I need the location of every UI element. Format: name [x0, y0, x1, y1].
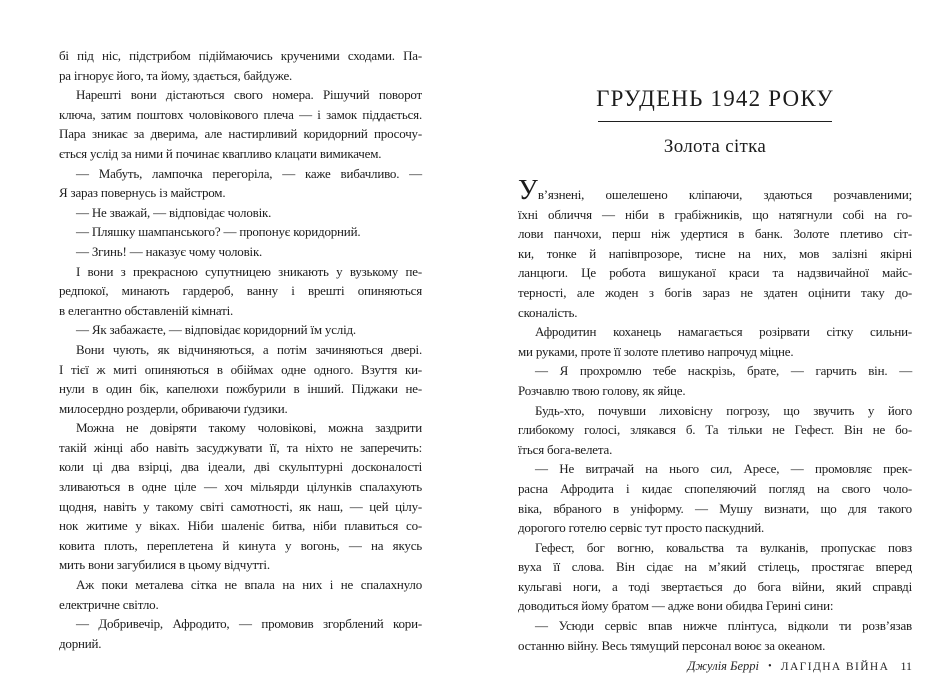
text-line: бі під ніс, підстрибом підіймаючись крученими сходами. Па-: [59, 48, 422, 63]
paragraph: [59, 164, 422, 203]
paragraph: [59, 320, 422, 340]
paragraph: [59, 242, 422, 262]
page-left: [59, 46, 422, 653]
text-line: — Як забажаєте, — відповідає коридорний їм услід.: [76, 322, 356, 338]
paragraph: [518, 175, 912, 322]
paragraph: [518, 322, 912, 361]
text-line: мить вони загубилися в цьому відчутті.: [59, 557, 270, 573]
text-line: віка, вбраного в уніформу. — Мушу визнати, що для такого: [518, 500, 912, 516]
paragraph: [59, 203, 422, 223]
text-line: в елегантно обставленій кімнаті.: [59, 302, 234, 318]
paragraph: [518, 616, 912, 655]
paragraph: [518, 361, 912, 400]
paragraph: [518, 459, 912, 537]
text-line: — Мабуть, лампочка перегоріла, — каже вибачливо. —: [76, 165, 422, 181]
text-line: Нарешті вони дістаються свого номера. Рішучий поворот: [76, 87, 422, 103]
text-line: ковита плоть, переплетена й кинута у вогонь, — на якусь: [59, 537, 422, 553]
text-line: ки, тонке й напівпрозоре, тисне на них, мов залізні якірні: [518, 245, 912, 261]
paragraph: [59, 614, 422, 653]
text-line: милосердно роздерли, обриваючи ґудзики.: [59, 400, 288, 416]
text-line: — Пляшку шампанського? — пропонує коридорний.: [76, 224, 361, 240]
text-line: Пара зникає за дверима, але настирливий коридорний просочу-: [59, 126, 422, 142]
footer-book-title: ЛАГІДНА ВІЙНА: [780, 661, 890, 673]
text-line: Аж поки металева сітка не впала на них і не спалахнуло: [76, 577, 422, 593]
paragraph: [59, 222, 422, 242]
text-line: Розчавлю твою голову, як яйце.: [518, 382, 686, 398]
text-line: — Добривечір, Афродито, — промовив згорблений кори-: [76, 616, 422, 632]
paragraph: [518, 538, 912, 616]
paragraph: [59, 262, 422, 321]
text-line: — Не витрачай на нього сил, Аресе, — промовляє прек-: [535, 461, 912, 477]
text-line: Можна не довіряти такому чоловікові, можна заздрити: [76, 420, 422, 436]
footer-bullet-separator: •: [768, 661, 772, 672]
text-line: ра ігнорує його, та йому, здається, байдуже.: [59, 67, 293, 83]
text-line: вуха її слова. Він сідає на м’який стілець, простягає вперед: [518, 559, 912, 575]
text-line: — Згинь! — наказує чому чоловік.: [76, 243, 263, 259]
text-line: щодня, навіть у такому світі самотності, як наш, — цей цілу-: [59, 498, 422, 514]
text-line: І тієї ж миті опиняються в обіймах одне одного. Взуття ки-: [59, 361, 422, 377]
text-line: дорогого готелю сервіс тут просто паскудний.: [518, 520, 765, 536]
text-line: ми руками, проте її золоте плетиво напрочуд міцне.: [518, 343, 794, 359]
text-line: Гефест, бог вогню, ковальства та вулканів, пропускає повз: [535, 539, 912, 555]
paragraph: [59, 575, 422, 614]
chapter-heading: [518, 84, 912, 159]
text-line: редпокої, минають гардероб, ванну і врешті опиняються: [59, 283, 422, 299]
text-line: останню війну. Весь тямущий персонал воює за океаном.: [518, 637, 826, 653]
footer-author: Джулія Беррі: [687, 659, 760, 673]
text-line: Афродитин коханець намагається розірвати сітку сильни-: [535, 324, 912, 340]
section-title: Золота сітка: [663, 136, 767, 157]
text-line: коли ці два взірці, два ідеали, дві скульптурні досконалості: [59, 459, 422, 475]
text-line: — Усюди сервіс впав нижче плінтуса, відколи ти розв’язав: [535, 618, 912, 634]
text-line: ється услід за ними й починає квапливо клацати вимикачем.: [59, 145, 382, 161]
text-line: Ув’язнені, ошелешено кліпаючи, здаються розчавленими;: [518, 175, 912, 206]
text-line: — Не зважай, — відповідає чоловік.: [76, 204, 272, 220]
text-line: нули в один бік, капелюхи пожбурили в інший. Піджаки не-: [59, 381, 422, 397]
chapter-rule-divider: [598, 121, 832, 122]
text-line: сконалість.: [518, 304, 578, 320]
text-line: ключа, затим поштовх чоловікового плеча — і замок піддається.: [59, 106, 422, 122]
text-line: дорний.: [59, 635, 102, 651]
right-text-column: [518, 175, 912, 655]
text-line: глибокому голосі, злякався б. Та тільки не Гефест. Він не бо-: [518, 422, 912, 438]
text-line: терності, але жоден з богів зараз не здатен оцінити таку до-: [518, 284, 912, 300]
page-right: [518, 84, 912, 655]
text-line: — Я прохромлю тебе наскрізь, брате, — гарчить він. —: [535, 363, 912, 379]
running-footer: [518, 659, 912, 674]
text-line: ланцюги. Це робота вишуканої краси та надзвичайної майс-: [518, 265, 912, 281]
text-line: Вони чують, як відчиняються, а потім зачиняються двері.: [76, 341, 422, 357]
chapter-title: ГРУДЕНЬ 1942 РОКУ: [596, 86, 834, 111]
left-text-column: [59, 46, 422, 653]
text-line: расна Афродита і кидає спопеляючий погляд на свого чоло-: [518, 480, 912, 496]
paragraph: [59, 85, 422, 163]
text-line: І вони з прекрасною супутницею зникають у вузькому пе-: [76, 263, 422, 279]
text-line: зливаються в одне ціле — хоч мільярди цілунків спалахують: [59, 479, 422, 495]
text-line: кульгаві ноги, а тоді звертається до бога війни, який справді: [518, 578, 912, 594]
text-line: доводиться йому братом — адже вони обидва Герині сини:: [518, 598, 834, 614]
text-line: нок житиме у віках. Ніби шаленіє битва, ніби плавиться со-: [59, 518, 422, 534]
text-line: Я зараз повернусь із майстром.: [59, 185, 226, 201]
drop-cap: У: [518, 175, 538, 206]
paragraph: [518, 401, 912, 460]
text-line: їться бога-велета.: [518, 441, 613, 457]
paragraph: [59, 340, 422, 418]
page-number: 11: [900, 659, 912, 673]
text-line: їхні обличчя — ніби в грабіжників, що натягнули собі на го-: [518, 206, 912, 222]
text-line: Будь-хто, почувши лиховісну погрозу, що звучить у його: [535, 402, 912, 418]
paragraph: [59, 46, 422, 85]
paragraph: [59, 418, 422, 575]
text-line: лови панчохи, перш ніж удертися в банк. Золоте плетиво сіт-: [518, 226, 912, 242]
text-line: електричне світло.: [59, 596, 159, 612]
text-line: такій жінці або навіть засуджувати її, та ніхто не заперечить:: [59, 439, 422, 455]
